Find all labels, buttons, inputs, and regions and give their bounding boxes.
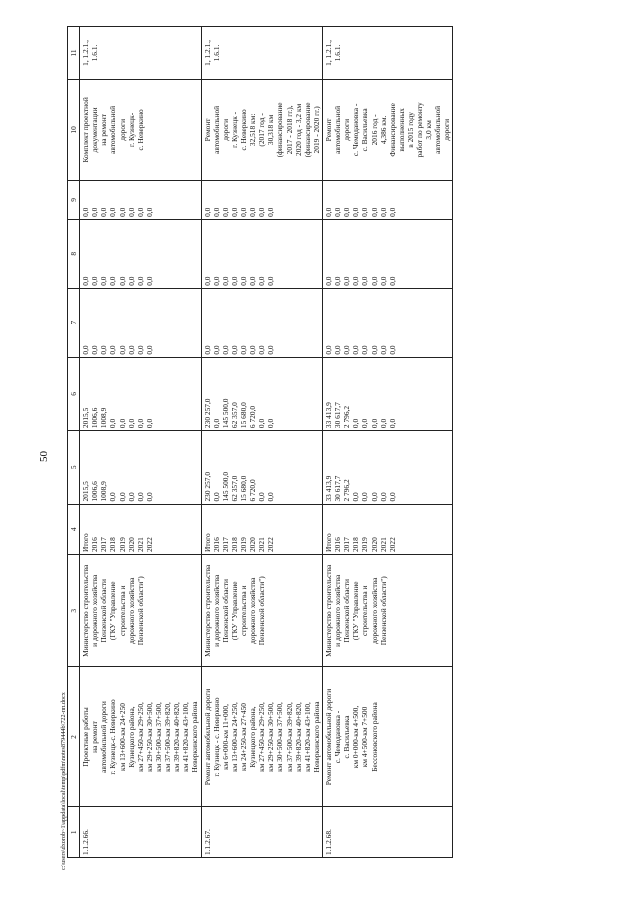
- regional-budget-value-cell: [201, 357, 322, 430]
- work-name-cell: [80, 667, 201, 807]
- work-name-line: Кузнецкого района,: [248, 706, 258, 768]
- regional-budget-value-line: 0,0: [108, 418, 118, 429]
- period-line: 2019: [238, 537, 248, 553]
- expected-result-cell: [80, 79, 201, 180]
- executor-line: Пензенской области"): [135, 576, 145, 646]
- federal-budget-value-line: 0,0: [126, 345, 136, 355]
- regional-budget-value-line: 0,0: [211, 418, 221, 429]
- expected-result-cell: [322, 79, 453, 180]
- federal-budget-value-line: 0,0: [220, 345, 230, 355]
- executor-line: (ГКУ "Управление: [108, 581, 118, 641]
- work-name-line: км 13+600-км 24+250: [117, 703, 127, 771]
- local-budget-value-cell: [80, 219, 201, 288]
- federal-budget-value-line: 0,0: [90, 345, 100, 355]
- local-budget-value-line: 0,0: [202, 276, 212, 286]
- regional-budget-value-line: 145 500,0: [220, 398, 230, 429]
- period-line: Итого: [323, 533, 333, 553]
- period-line: 2020: [369, 537, 379, 553]
- expected-result-line: дороги: [220, 118, 230, 141]
- regional-budget-value-line: 0,0: [117, 418, 127, 429]
- period-line: 2018: [108, 537, 118, 553]
- federal-budget-value-line: 0,0: [211, 345, 221, 355]
- period-line: 2020: [248, 537, 258, 553]
- executor-line: Пензенской области"): [378, 576, 388, 646]
- total-value-line: 0,0: [108, 492, 118, 502]
- other-sources-value-line: 0,0: [257, 207, 267, 217]
- other-sources-value-line: 0,0: [211, 207, 221, 217]
- period-line: 2018: [229, 537, 239, 553]
- executor-line: (ГКУ "Управление: [351, 581, 361, 641]
- federal-budget-value-line: 0,0: [117, 345, 127, 355]
- executor-line: Министерство строительства: [81, 564, 91, 657]
- table-body: [80, 27, 453, 858]
- local-budget-value-line: 0,0: [333, 276, 343, 286]
- executor-cell: [80, 555, 201, 667]
- work-name-line: км 24+250-км 27+450: [238, 703, 248, 771]
- local-budget-value-line: 0,0: [99, 276, 109, 286]
- work-name-line: км 0+000-км 4+500,: [351, 705, 361, 769]
- period-line: 2016: [211, 537, 221, 553]
- total-value-line: 0,0: [135, 492, 145, 502]
- federal-budget-value-line: 0,0: [202, 345, 212, 355]
- period-line: 2021: [378, 537, 388, 553]
- expected-result-line: документации: [90, 107, 100, 153]
- work-name-line: км 27+450-км 29+250,: [135, 702, 145, 772]
- total-value-line: 0,0: [117, 492, 127, 502]
- total-value-line: 2015,5: [81, 481, 91, 502]
- other-sources-value-line: 0,0: [342, 207, 352, 217]
- other-sources-value-line: 0,0: [266, 207, 276, 217]
- program-table-container: [67, 26, 453, 858]
- local-budget-value-cell: [322, 219, 453, 288]
- header-row: [68, 27, 80, 858]
- expected-result-line: 2016 год -: [369, 114, 379, 146]
- work-name-line: с. Васильевка: [342, 715, 352, 759]
- executor-line: Пензенской области: [99, 579, 109, 643]
- col-header-9: 9: [68, 180, 80, 219]
- executor-line: Пензенской области"): [257, 576, 267, 646]
- expected-result-line: г. Кузнецк -: [229, 111, 239, 148]
- col-header-7: 7: [68, 288, 80, 357]
- federal-budget-value-line: 0,0: [360, 345, 370, 355]
- executor-line: дорожного хозяйства: [126, 577, 136, 644]
- expected-result-line: дороги: [117, 118, 127, 141]
- work-name-line: км 41+820-км 43+100,: [302, 702, 312, 772]
- local-budget-value-line: 0,0: [387, 276, 397, 286]
- total-value-line: 30 617,7: [333, 475, 343, 502]
- total-value-line: 62 357,0: [229, 475, 239, 502]
- local-budget-value-line: 0,0: [108, 276, 118, 286]
- federal-budget-value-line: 0,0: [81, 345, 91, 355]
- regional-budget-value-line: 0,0: [378, 418, 388, 429]
- other-sources-value-line: 0,0: [238, 207, 248, 217]
- expected-result-line: автомобильной: [108, 105, 118, 154]
- expected-result-line: 32,518 км:: [248, 113, 258, 147]
- expected-result-line: 2019 - 2020 гг.): [311, 106, 321, 154]
- row-number-cell: 1.1.2.68.: [322, 807, 453, 858]
- work-name-line: км 30+500-км 37+500,: [153, 702, 163, 772]
- federal-budget-value-cell: [322, 288, 453, 357]
- regional-budget-value-line: 2 796,2: [342, 405, 352, 429]
- page-number: 50: [38, 451, 50, 462]
- period-line: 2016: [90, 537, 100, 553]
- federal-budget-value-line: 0,0: [369, 345, 379, 355]
- period-cell: [322, 504, 453, 555]
- other-sources-value-line: 0,0: [220, 207, 230, 217]
- period-cell: [201, 504, 322, 555]
- other-sources-value-cell: [201, 180, 322, 219]
- work-name-line: км 6+000-км 11+000,: [220, 704, 230, 770]
- expected-result-line: г. Кузнецк-: [126, 112, 136, 147]
- local-budget-value-line: 0,0: [126, 276, 136, 286]
- period-line: 2021: [135, 537, 145, 553]
- work-name-line: км 29+250-км 30+500,: [266, 702, 276, 772]
- expected-result-cell: [201, 79, 322, 180]
- local-budget-value-line: 0,0: [117, 276, 127, 286]
- work-name-line: км 37+500-км 39+820,: [284, 702, 294, 772]
- other-sources-value-line: 0,0: [126, 207, 136, 217]
- indicator-reference-line: 1, 1.2.1.,: [81, 40, 91, 66]
- local-budget-value-line: 0,0: [369, 276, 379, 286]
- regional-budget-value-line: 1008,9: [99, 407, 109, 429]
- regional-budget-value-line: 62 357,0: [229, 402, 239, 429]
- expected-result-line: Ремонт: [323, 118, 333, 142]
- row-number-cell: 1.1.2.66.: [80, 807, 201, 858]
- work-name-line: Кузнецкого района,: [126, 706, 136, 768]
- federal-budget-value-line: 0,0: [333, 345, 343, 355]
- work-name-line: Ремонт автомобильной дороги: [202, 688, 212, 786]
- period-line: 2022: [387, 537, 397, 553]
- indicator-reference-line: 1.6.1.: [333, 44, 343, 62]
- indicator-reference-line: 1.6.1.: [90, 44, 100, 62]
- local-budget-value-line: 0,0: [351, 276, 361, 286]
- total-value-line: 1006,6: [90, 481, 100, 502]
- executor-line: и дорожного хозяйства: [90, 574, 100, 647]
- local-budget-value-line: 0,0: [135, 276, 145, 286]
- federal-budget-value-line: 0,0: [135, 345, 145, 355]
- total-value-line: 0,0: [387, 492, 397, 502]
- total-value-line: 1008,9: [99, 481, 109, 502]
- col-header-5: 5: [68, 431, 80, 504]
- work-name-line: Ремонт автомобильной дороги: [323, 688, 333, 786]
- work-name-line: км 30+500-км 37+500,: [275, 702, 285, 772]
- other-sources-value-line: 0,0: [108, 207, 118, 217]
- total-value-line: 33 413,9: [323, 475, 333, 502]
- regional-budget-value-line: 0,0: [360, 418, 370, 429]
- total-value-cell: [322, 431, 453, 504]
- period-line: 2022: [266, 537, 276, 553]
- program-table: [67, 26, 453, 858]
- expected-result-line: автомобильной: [433, 105, 443, 154]
- federal-budget-value-line: 0,0: [266, 345, 276, 355]
- executor-line: Пензенской области: [220, 579, 230, 643]
- federal-budget-value-line: 0,0: [323, 345, 333, 355]
- indicator-reference-line: 1, 1.2.1.,: [323, 40, 333, 66]
- total-value-line: 15 680,0: [238, 475, 248, 502]
- other-sources-value-line: 0,0: [81, 207, 91, 217]
- other-sources-value-line: 0,0: [248, 207, 258, 217]
- table-row: [201, 27, 322, 858]
- work-name-cell: [201, 667, 322, 807]
- other-sources-value-line: 0,0: [369, 207, 379, 217]
- regional-budget-value-line: 6 720,0: [248, 405, 258, 429]
- other-sources-value-line: 0,0: [117, 207, 127, 217]
- executor-line: (ГКУ "Управление: [229, 581, 239, 641]
- period-line: 2021: [257, 537, 267, 553]
- total-value-line: 0,0: [126, 492, 136, 502]
- work-name-line: км 39+820-км 40+820,: [172, 702, 182, 772]
- period-line: Итого: [202, 533, 212, 553]
- regional-budget-value-line: 30 617,7: [333, 402, 343, 429]
- other-sources-value-line: 0,0: [387, 207, 397, 217]
- col-header-11: 11: [68, 27, 80, 80]
- indicator-reference-cell: [80, 27, 201, 80]
- total-value-line: 145 500,0: [220, 471, 230, 502]
- expected-result-line: с. Неверкино: [238, 109, 248, 151]
- col-header-3: 3: [68, 555, 80, 667]
- regional-budget-value-cell: [322, 357, 453, 430]
- other-sources-value-line: 0,0: [202, 207, 212, 217]
- executor-line: дорожного хозяйства: [248, 577, 258, 644]
- other-sources-value-line: 0,0: [135, 207, 145, 217]
- total-value-cell: [80, 431, 201, 504]
- executor-line: Министерство строительства: [202, 564, 212, 657]
- regional-budget-value-line: 15 680,0: [238, 402, 248, 429]
- federal-budget-value-line: 0,0: [387, 345, 397, 355]
- regional-budget-value-line: 1006,6: [90, 407, 100, 429]
- local-budget-value-line: 0,0: [342, 276, 352, 286]
- regional-budget-value-line: 0,0: [266, 418, 276, 429]
- other-sources-value-line: 0,0: [144, 207, 154, 217]
- executor-cell: [322, 555, 453, 667]
- col-header-1: 1: [68, 807, 80, 858]
- federal-budget-value-cell: [80, 288, 201, 357]
- total-value-line: 6 720,0: [248, 479, 258, 502]
- regional-budget-value-line: 2015,5: [81, 407, 91, 429]
- executor-line: дорожного хозяйства: [369, 577, 379, 644]
- col-header-4: 4: [68, 504, 80, 555]
- work-name-line: Бессоновского района: [369, 702, 379, 772]
- period-line: Итого: [81, 533, 91, 553]
- work-name-line: км 27+450-км 29+250,: [257, 702, 267, 772]
- executor-cell: [201, 555, 322, 667]
- executor-line: строительства и: [360, 585, 370, 637]
- expected-result-line: выполненных: [396, 108, 406, 152]
- indicator-reference-cell: [322, 27, 453, 80]
- expected-result-line: с. Неверкино: [135, 109, 145, 151]
- expected-result-line: на ремонт: [99, 114, 109, 146]
- work-name-line: км 37+500-км 39+820,: [163, 702, 173, 772]
- total-value-line: 0,0: [351, 492, 361, 502]
- period-line: 2017: [99, 537, 109, 553]
- expected-result-line: работ по ремонту: [415, 102, 425, 158]
- expected-result-line: 3,0 км: [424, 120, 434, 140]
- period-line: 2017: [220, 537, 230, 553]
- work-name-line: км 41+820-км 43+100,: [181, 702, 191, 772]
- work-name-line: Неверкинского района: [311, 701, 321, 773]
- work-name-line: км 39+820-км 40+820,: [293, 702, 303, 772]
- expected-result-line: дороги: [342, 118, 352, 141]
- local-budget-value-line: 0,0: [81, 276, 91, 286]
- expected-result-line: (финансирование: [302, 102, 312, 158]
- col-header-8: 8: [68, 219, 80, 288]
- regional-budget-value-line: 0,0: [144, 418, 154, 429]
- footer-file-path: c:\users\dxorob~1\appdata\local\temp\pdfm\notes879444b\722-пп.docx: [60, 692, 67, 870]
- local-budget-value-cell: [201, 219, 322, 288]
- other-sources-value-line: 0,0: [378, 207, 388, 217]
- row-number-cell: 1.1.2.67.: [201, 807, 322, 858]
- federal-budget-value-line: 0,0: [257, 345, 267, 355]
- other-sources-value-line: 0,0: [351, 207, 361, 217]
- expected-result-line: автомобильной: [333, 105, 343, 154]
- executor-line: и дорожного хозяйства: [333, 574, 343, 647]
- federal-budget-value-line: 0,0: [108, 345, 118, 355]
- local-budget-value-line: 0,0: [229, 276, 239, 286]
- total-value-line: 0,0: [378, 492, 388, 502]
- expected-result-line: 30,318 км: [266, 114, 276, 146]
- indicator-reference-line: 1, 1.2.1.,: [202, 40, 212, 66]
- local-budget-value-line: 0,0: [238, 276, 248, 286]
- local-budget-value-line: 0,0: [266, 276, 276, 286]
- expected-result-line: (2017 год -: [257, 113, 267, 147]
- work-name-line: на ремонт: [90, 721, 100, 753]
- regional-budget-value-line: 0,0: [257, 418, 267, 429]
- regional-budget-value-line: 230 257,0: [202, 398, 212, 429]
- executor-line: Министерство строительства: [323, 564, 333, 657]
- work-name-line: автомобильной дороги: [99, 701, 109, 773]
- work-name-line: км 4+500-км 7+500: [360, 706, 370, 768]
- expected-result-line: Комплект проектной: [81, 97, 91, 163]
- work-name-line: Проектные работы: [81, 707, 91, 767]
- work-name-line: г. Кузнецк - с. Неверкино: [211, 697, 221, 777]
- local-budget-value-line: 0,0: [90, 276, 100, 286]
- col-header-10: 10: [68, 79, 80, 180]
- expected-result-line: с. Васильевка: [360, 108, 370, 152]
- regional-budget-value-line: 0,0: [135, 418, 145, 429]
- expected-result-line: (финансирование: [275, 102, 285, 158]
- total-value-line: 0,0: [211, 492, 221, 502]
- indicator-reference-cell: [201, 27, 322, 80]
- federal-budget-value-line: 0,0: [248, 345, 258, 355]
- indicator-reference-line: 1.6.1.: [211, 44, 221, 62]
- work-name-line: км 13+600-км 24+250,: [229, 702, 239, 772]
- table-row: [322, 27, 453, 858]
- total-value-line: 230 257,0: [202, 471, 212, 502]
- regional-budget-value-line: 0,0: [369, 418, 379, 429]
- expected-result-line: автомобильной: [211, 105, 221, 154]
- total-value-line: 0,0: [144, 492, 154, 502]
- other-sources-value-line: 0,0: [323, 207, 333, 217]
- federal-budget-value-line: 0,0: [351, 345, 361, 355]
- work-name-line: г. Кузнецк-с. Неверкино: [108, 699, 118, 775]
- period-line: 2019: [360, 537, 370, 553]
- expected-result-line: с. Чемодановка -: [351, 103, 361, 157]
- other-sources-value-line: 0,0: [360, 207, 370, 217]
- work-name-line: км 29+250-км 30+500,: [144, 702, 154, 772]
- local-budget-value-line: 0,0: [257, 276, 267, 286]
- table-row: [80, 27, 201, 858]
- total-value-line: 2 796,2: [342, 479, 352, 502]
- federal-budget-value-line: 0,0: [144, 345, 154, 355]
- period-cell: [80, 504, 201, 555]
- other-sources-value-line: 0,0: [333, 207, 343, 217]
- federal-budget-value-line: 0,0: [99, 345, 109, 355]
- executor-line: строительства и: [117, 585, 127, 637]
- executor-line: и дорожного хозяйства: [211, 574, 221, 647]
- col-header-6: 6: [68, 357, 80, 430]
- expected-result-line: 2020 год - 3,2 км: [293, 103, 303, 156]
- other-sources-value-line: 0,0: [90, 207, 100, 217]
- work-name-line: с. Чемодановка -: [333, 710, 343, 764]
- expected-result-line: в 2015 году: [405, 112, 415, 148]
- expected-result-line: 4,386 км.: [378, 115, 388, 145]
- local-budget-value-line: 0,0: [220, 276, 230, 286]
- period-line: 2019: [117, 537, 127, 553]
- regional-budget-value-line: 0,0: [351, 418, 361, 429]
- period-line: 2016: [333, 537, 343, 553]
- local-budget-value-line: 0,0: [360, 276, 370, 286]
- col-header-2: 2: [68, 667, 80, 807]
- regional-budget-value-line: 0,0: [387, 418, 397, 429]
- other-sources-value-line: 0,0: [99, 207, 109, 217]
- total-value-line: 0,0: [257, 492, 267, 502]
- period-line: 2022: [144, 537, 154, 553]
- other-sources-value-cell: [80, 180, 201, 219]
- work-name-line: Неверкинского района: [190, 701, 200, 773]
- federal-budget-value-line: 0,0: [342, 345, 352, 355]
- federal-budget-value-line: 0,0: [378, 345, 388, 355]
- regional-budget-value-cell: [80, 357, 201, 430]
- regional-budget-value-line: 0,0: [126, 418, 136, 429]
- other-sources-value-line: 0,0: [229, 207, 239, 217]
- local-budget-value-line: 0,0: [248, 276, 258, 286]
- total-value-cell: [201, 431, 322, 504]
- expected-result-line: 2017 - 2018 гг.),: [284, 105, 294, 155]
- expected-result-line: Финансирование: [387, 103, 397, 157]
- total-value-line: 0,0: [360, 492, 370, 502]
- period-line: 2018: [351, 537, 361, 553]
- total-value-line: 0,0: [266, 492, 276, 502]
- period-line: 2017: [342, 537, 352, 553]
- executor-line: Пензенской области: [342, 579, 352, 643]
- federal-budget-value-line: 0,0: [229, 345, 239, 355]
- federal-budget-value-cell: [201, 288, 322, 357]
- federal-budget-value-line: 0,0: [238, 345, 248, 355]
- work-name-cell: [322, 667, 453, 807]
- total-value-line: 0,0: [369, 492, 379, 502]
- other-sources-value-cell: [322, 180, 453, 219]
- local-budget-value-line: 0,0: [323, 276, 333, 286]
- executor-line: строительства и: [238, 585, 248, 637]
- local-budget-value-line: 0,0: [144, 276, 154, 286]
- local-budget-value-line: 0,0: [378, 276, 388, 286]
- local-budget-value-line: 0,0: [211, 276, 221, 286]
- expected-result-line: дороги: [442, 118, 452, 141]
- expected-result-line: Ремонт: [202, 118, 212, 142]
- regional-budget-value-line: 33 413,9: [323, 402, 333, 429]
- period-line: 2020: [126, 537, 136, 553]
